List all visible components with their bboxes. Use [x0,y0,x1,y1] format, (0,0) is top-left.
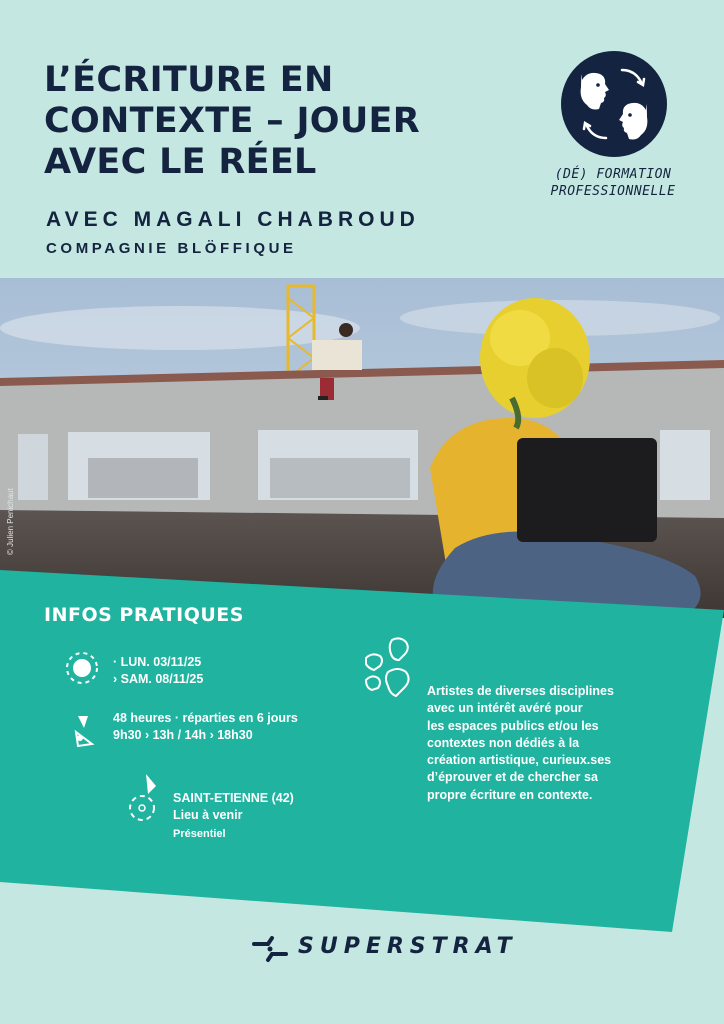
audience-line: avec un intérêt avéré pour [427,701,583,716]
badge-label [538,166,688,200]
audience-line: les espaces publics et/ou les [427,718,599,733]
speaker-name: AVEC MAGALI CHABROUD [46,208,420,231]
title-line-1: L’ÉCRITURE EN [44,60,334,100]
title-line-2: CONTEXTE – JOUER [44,101,421,141]
audience-line: propre écriture en contexte. [427,787,593,802]
badge-line-1: (DÉ) FORMATION [554,167,672,182]
audience-line: création artistique, curieux.ses [427,753,612,768]
badge-line-2: PROFESSIONNELLE [550,184,676,199]
audience-text [427,683,614,804]
place-venue: Lieu à venir [173,808,243,822]
footer-brand: SUPERSTRAT [298,934,518,959]
audience-line: d’éprouver et de chercher sa [427,770,598,785]
location-pin-icon [122,774,162,824]
date-end: › SAM. 08/11/25 [113,672,204,686]
faces-group-icon [362,636,418,698]
two-faces-exchange-icon [560,50,668,158]
duration-line-2: 9h30 › 13h / 14h › 18h30 [113,728,253,742]
place-city: SAINT-ETIENNE (42) [173,791,294,805]
date-start: · LUN. 03/11/25 [113,655,202,669]
audience-line: Artistes de diverses disciplines [427,684,614,698]
sun-icon [64,650,100,686]
superstrat-logo-icon [250,934,290,964]
title-line-3: AVEC LE RÉEL [44,142,317,182]
company-name: COMPAGNIE BLÖFFIQUE [46,240,297,257]
duration-line-1: 48 heures · réparties en 6 jours [113,711,298,725]
photo-credit: © Julien Penichaut [6,488,15,555]
place-mode: Présentiel [173,828,226,840]
page-title [44,60,444,183]
audience-line: contextes non dédiés à la [427,735,580,750]
infos-title: INFOS PRATIQUES [44,604,244,626]
hourglass-icon [70,714,100,748]
